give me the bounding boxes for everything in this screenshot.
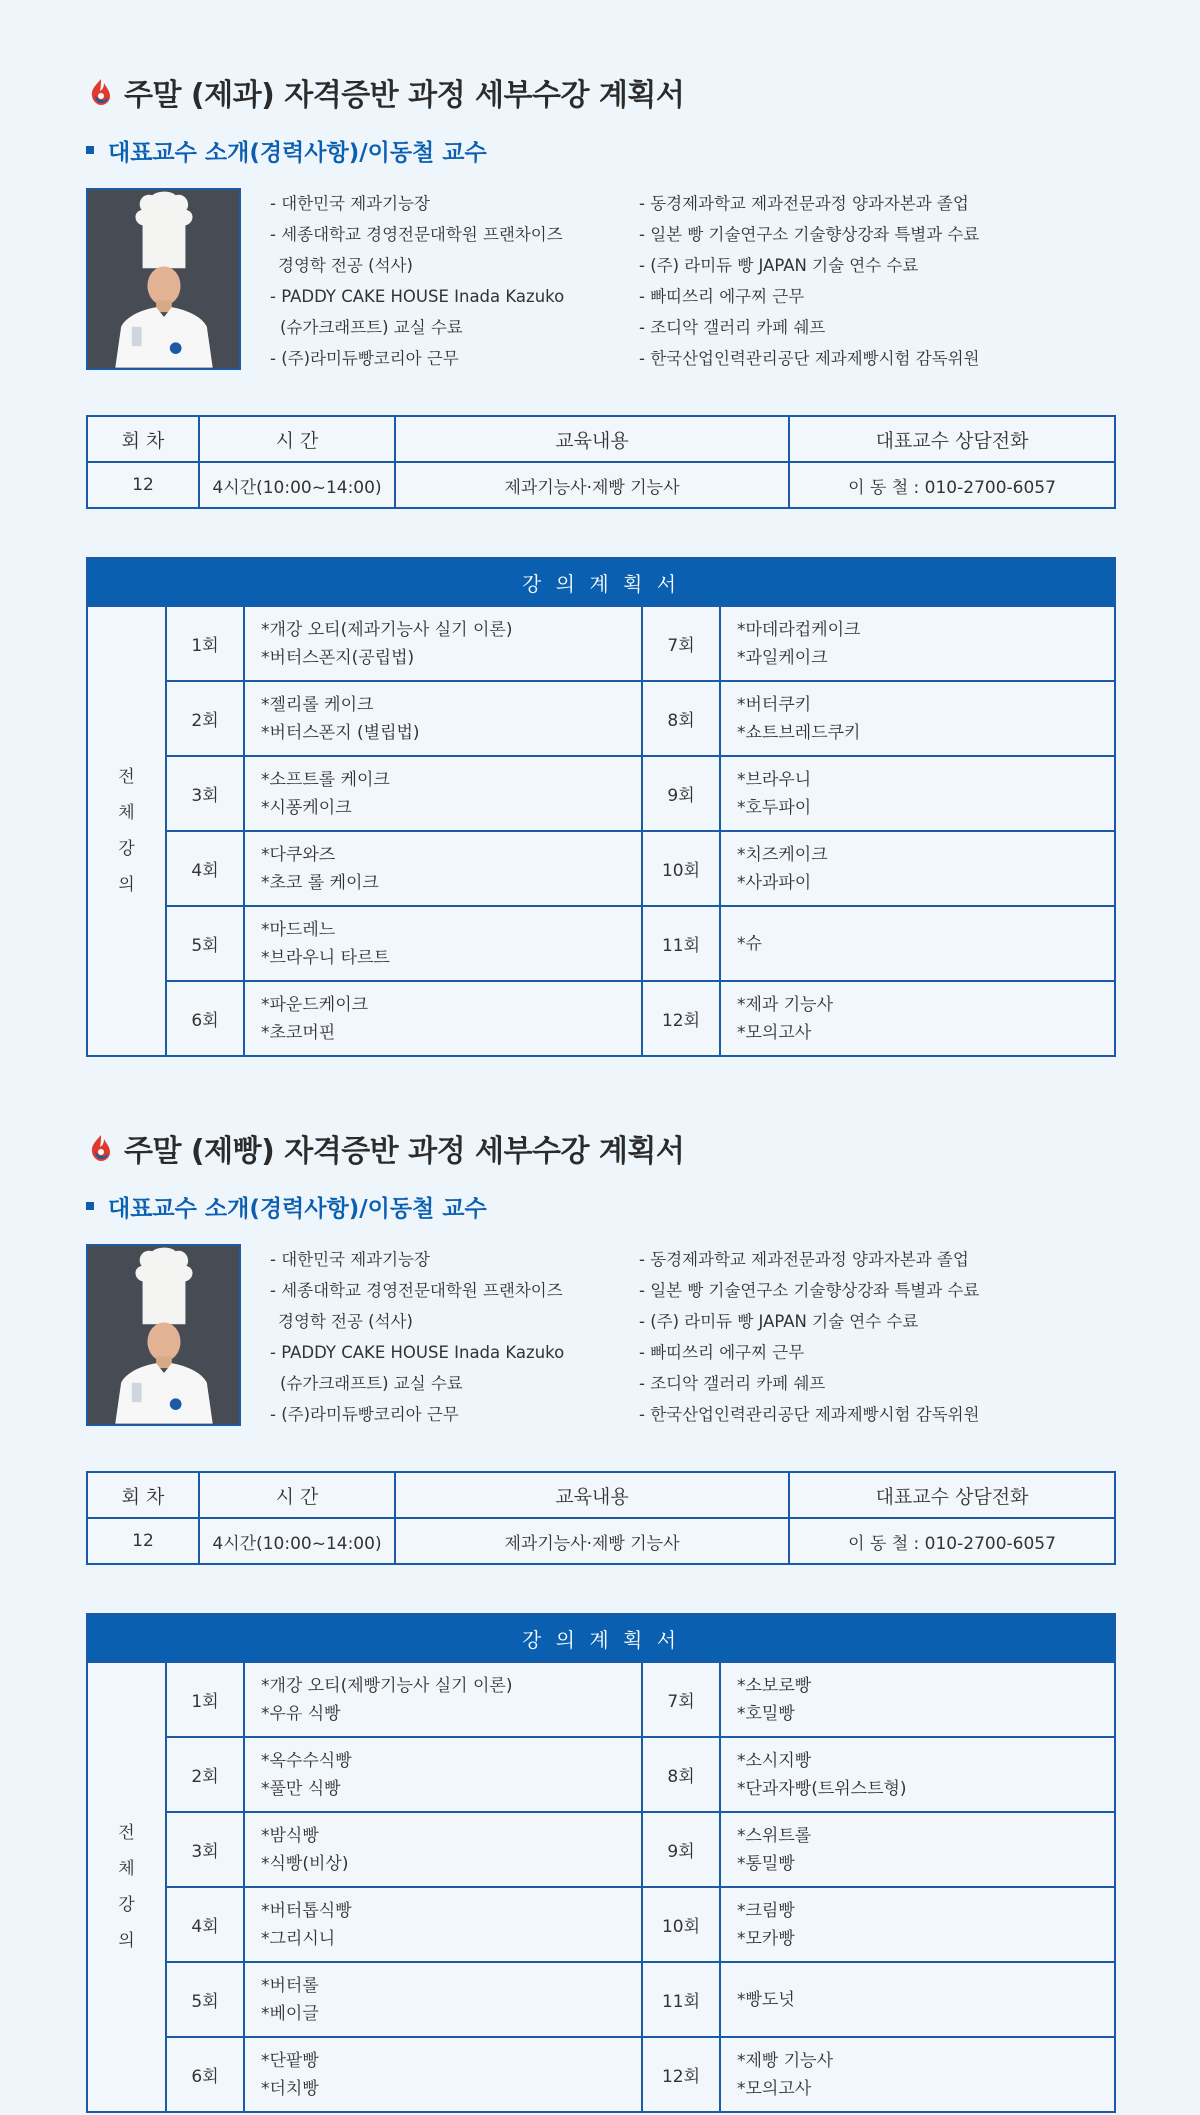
professor-heading (86, 1190, 1114, 1222)
lecture-content (720, 981, 1115, 1056)
lecture-item: *모카빵 (737, 1928, 795, 1949)
lecture-content (720, 1737, 1115, 1812)
career-item: - 대한민국 제과기능장 (270, 1250, 430, 1269)
professor-heading (86, 134, 1114, 166)
career-item: - 동경제과학교 제과전문과정 양과자본과 졸업 (639, 194, 969, 213)
career-list-left (270, 188, 564, 374)
career-item: - 세종대학교 경영전문대학원 프랜차이즈 (270, 1281, 563, 1300)
session-number: 1회 (166, 606, 244, 681)
lecture-item: *호두파이 (737, 797, 812, 818)
lecture-content (244, 756, 642, 831)
lecture-row (87, 1737, 1115, 1812)
session-time: 4시간(10:00~14:00) (199, 462, 395, 508)
professor-subtitle: 대표교수 소개(경력사항)/이동철 교수 (108, 139, 487, 166)
header-phone: 대표교수 상담전화 (789, 416, 1115, 462)
all-lectures-char: 강 (118, 839, 135, 859)
session-number: 5회 (166, 906, 244, 981)
header-phone: 대표교수 상담전화 (789, 1472, 1115, 1518)
course-section-bread (86, 1126, 1114, 2099)
career-item: - 빠띠쓰리 에구찌 근무 (639, 1343, 805, 1362)
lecture-item: *개강 오티(제과기능사 실기 이론) (261, 619, 513, 640)
lecture-content (720, 681, 1115, 756)
career-item: - 일본 빵 기술연구소 기술향상강좌 특별과 수료 (639, 1281, 980, 1300)
lecture-item: *소시지빵 (737, 1750, 812, 1771)
lecture-content (244, 2037, 642, 2112)
lecture-row (87, 681, 1115, 756)
lecture-item: *모의고사 (737, 1022, 812, 1043)
session-number: 10회 (642, 831, 720, 906)
lecture-content (720, 756, 1115, 831)
session-number: 6회 (166, 981, 244, 1056)
session-number: 2회 (166, 681, 244, 756)
lecture-item: *개강 오티(제빵기능사 실기 이론) (261, 1675, 513, 1696)
page-title: 주말 (제빵) 자격증반 과정 세부수강 계획서 (124, 1134, 685, 1169)
lecture-item: *밤식빵 (261, 1825, 319, 1846)
lecture-content (720, 1887, 1115, 1962)
session-number: 12회 (642, 981, 720, 1056)
header-time: 시 간 (199, 1472, 395, 1518)
lecture-item: *버터톱식빵 (261, 1900, 352, 1921)
lecture-item: *쇼트브레드쿠키 (737, 722, 861, 743)
course-info-table (86, 1471, 1116, 1565)
lecture-row (87, 831, 1115, 906)
lecture-content (720, 1962, 1115, 2037)
lecture-plan-header: 강 의 계 획 서 (87, 558, 1115, 606)
career-item: - PADDY CAKE HOUSE Inada Kazuko (270, 287, 565, 306)
lecture-item: *브라우니 타르트 (261, 947, 390, 968)
info-value-row (87, 462, 1115, 508)
lecture-item: *소프트롤 케이크 (261, 769, 390, 790)
lecture-row (87, 906, 1115, 981)
section-title-row (86, 1126, 1114, 1170)
lecture-item: *식빵(비상) (261, 1853, 349, 1874)
all-lectures-char: 의 (118, 1931, 135, 1951)
lecture-item: *다쿠와즈 (261, 844, 336, 865)
session-number: 8회 (642, 1737, 720, 1812)
lecture-row (87, 1962, 1115, 2037)
chef-portrait-icon (88, 1246, 239, 1424)
career-item: - 동경제과학교 제과전문과정 양과자본과 졸업 (639, 1250, 969, 1269)
session-count: 12 (87, 462, 199, 508)
lecture-row (87, 2037, 1115, 2112)
lecture-plan-header: 강 의 계 획 서 (87, 1614, 1115, 1662)
lecture-item: *빵도넛 (737, 1989, 795, 2010)
lecture-content (244, 981, 642, 1056)
all-lectures-char: 의 (118, 875, 135, 895)
phone-number: 이 동 철 : 010-2700-6057 (789, 462, 1115, 508)
course-content: 제과기능사·제빵 기능사 (395, 1518, 789, 1564)
header-time: 시 간 (199, 416, 395, 462)
professor-profile (86, 1244, 1114, 1424)
lecture-content (244, 1662, 642, 1737)
chef-portrait-icon (88, 190, 239, 368)
session-number: 6회 (166, 2037, 244, 2112)
lecture-item: *우유 식빵 (261, 1703, 341, 1724)
all-lectures-char: 체 (118, 803, 135, 823)
lecture-item: *마데라컵케이크 (737, 619, 861, 640)
lecture-item: *브라우니 (737, 769, 812, 790)
lecture-content (244, 1887, 642, 1962)
session-number: 9회 (642, 1812, 720, 1887)
lecture-content (244, 831, 642, 906)
lecture-item: *버터스폰지(공립법) (261, 647, 415, 668)
header-content: 교육내용 (395, 1472, 789, 1518)
lecture-content (720, 1812, 1115, 1887)
lecture-item: *더치빵 (261, 2078, 319, 2099)
lecture-content (244, 681, 642, 756)
professor-subtitle: 대표교수 소개(경력사항)/이동철 교수 (108, 1195, 487, 1222)
session-number: 8회 (642, 681, 720, 756)
flame-logo-icon (86, 77, 116, 107)
course-info-table (86, 415, 1116, 509)
career-list-right (639, 1244, 979, 1430)
lecture-item: *버터스폰지 (별립법) (261, 722, 420, 743)
lecture-item: *파운드케이크 (261, 994, 369, 1015)
session-number: 12회 (642, 2037, 720, 2112)
flame-logo-icon (86, 1133, 116, 1163)
career-item: - 일본 빵 기술연구소 기술향상강좌 특별과 수료 (639, 225, 980, 244)
session-number: 11회 (642, 1962, 720, 2037)
session-number: 3회 (166, 756, 244, 831)
career-list-right (639, 188, 979, 374)
lecture-item: *단과자빵(트위스트형) (737, 1778, 907, 1799)
lecture-item: *단팥빵 (261, 2050, 319, 2071)
all-lectures-char: 강 (118, 1895, 135, 1915)
header-session: 회 차 (87, 1472, 199, 1518)
lecture-item: *호밀빵 (737, 1703, 795, 1724)
career-item: - (주) 라미듀 빵 JAPAN 기술 연수 수료 (639, 1312, 919, 1331)
lecture-item: *사과파이 (737, 872, 812, 893)
lecture-item: *마드레느 (261, 919, 336, 940)
career-item: - 한국산업인력관리공단 제과제빵시험 감독위원 (639, 1405, 980, 1424)
session-count: 12 (87, 1518, 199, 1564)
lecture-row (87, 981, 1115, 1056)
career-item: - PADDY CAKE HOUSE Inada Kazuko (270, 1343, 565, 1362)
career-item: (슈가크래프트) 교실 수료 (280, 1374, 463, 1393)
lecture-content (244, 606, 642, 681)
career-item: - (주)라미듀빵코리아 근무 (270, 1405, 459, 1424)
square-bullet-icon (86, 1202, 94, 1210)
lecture-item: *젤리롤 케이크 (261, 694, 374, 715)
lecture-content (244, 1812, 642, 1887)
lecture-row (87, 1662, 1115, 1737)
lecture-item: *풀만 식빵 (261, 1778, 341, 1799)
session-number: 7회 (642, 606, 720, 681)
session-number: 11회 (642, 906, 720, 981)
session-number: 7회 (642, 1662, 720, 1737)
session-number: 3회 (166, 1812, 244, 1887)
lecture-content (244, 906, 642, 981)
course-content: 제과기능사·제빵 기능사 (395, 462, 789, 508)
session-time: 4시간(10:00~14:00) (199, 1518, 395, 1564)
all-lectures-char: 전 (118, 1823, 135, 1843)
lecture-item: *스위트롤 (737, 1825, 812, 1846)
lecture-item: *그리시니 (261, 1928, 336, 1949)
all-lectures-char: 전 (118, 767, 135, 787)
all-lectures-label (87, 1662, 166, 2112)
lecture-content (720, 2037, 1115, 2112)
lecture-item: *버터롤 (261, 1975, 319, 1996)
professor-photo (86, 1244, 241, 1426)
lecture-plan-table (86, 557, 1116, 1057)
career-item: - 세종대학교 경영전문대학원 프랜차이즈 (270, 225, 563, 244)
course-section-pastry (86, 70, 1114, 1043)
session-number: 10회 (642, 1887, 720, 1962)
professor-photo (86, 188, 241, 370)
career-item: 경영학 전공 (석사) (278, 1312, 413, 1331)
career-item: - 조디악 갤러리 카페 쉐프 (639, 318, 826, 337)
lecture-plan-table (86, 1613, 1116, 2113)
career-item: - 조디악 갤러리 카페 쉐프 (639, 1374, 826, 1393)
lecture-item: *모의고사 (737, 2078, 812, 2099)
lecture-item: *초코머핀 (261, 1022, 336, 1043)
all-lectures-char: 체 (118, 1859, 135, 1879)
lecture-item: *과일케이크 (737, 647, 828, 668)
lecture-row (87, 756, 1115, 831)
lecture-content (720, 831, 1115, 906)
lecture-item: *치즈케이크 (737, 844, 828, 865)
lecture-row (87, 1887, 1115, 1962)
lecture-content (244, 1962, 642, 2037)
lecture-content (720, 606, 1115, 681)
lecture-content (720, 1662, 1115, 1737)
career-item: - (주)라미듀빵코리아 근무 (270, 349, 459, 368)
lecture-item: *슈 (737, 933, 762, 954)
session-number: 5회 (166, 1962, 244, 2037)
session-number: 4회 (166, 831, 244, 906)
lecture-row (87, 606, 1115, 681)
lecture-item: *제빵 기능사 (737, 2050, 834, 2071)
career-item: - 한국산업인력관리공단 제과제빵시험 감독위원 (639, 349, 980, 368)
lecture-content (244, 1737, 642, 1812)
page-title: 주말 (제과) 자격증반 과정 세부수강 계획서 (124, 78, 685, 113)
section-title-row (86, 70, 1114, 114)
phone-number: 이 동 철 : 010-2700-6057 (789, 1518, 1115, 1564)
lecture-item: *초코 롤 케이크 (261, 872, 379, 893)
lecture-item: *옥수수식빵 (261, 1750, 352, 1771)
lecture-row (87, 1812, 1115, 1887)
session-number: 4회 (166, 1887, 244, 1962)
lecture-item: *버터쿠키 (737, 694, 812, 715)
square-bullet-icon (86, 146, 94, 154)
info-header-row (87, 416, 1115, 462)
session-number: 9회 (642, 756, 720, 831)
lecture-content (720, 906, 1115, 981)
all-lectures-label (87, 606, 166, 1056)
career-item: - 빠띠쓰리 에구찌 근무 (639, 287, 805, 306)
career-item: - 대한민국 제과기능장 (270, 194, 430, 213)
professor-profile (86, 188, 1114, 368)
career-item: 경영학 전공 (석사) (278, 256, 413, 275)
lecture-item: *소보로빵 (737, 1675, 812, 1696)
header-session: 회 차 (87, 416, 199, 462)
lecture-item: *크림빵 (737, 1900, 795, 1921)
career-item: - (주) 라미듀 빵 JAPAN 기술 연수 수료 (639, 256, 919, 275)
career-list-left (270, 1244, 564, 1430)
lecture-item: *통밀빵 (737, 1853, 795, 1874)
info-header-row (87, 1472, 1115, 1518)
career-item: (슈가크래프트) 교실 수료 (280, 318, 463, 337)
session-number: 2회 (166, 1737, 244, 1812)
lecture-item: *베이글 (261, 2003, 319, 2024)
lecture-item: *시퐁케이크 (261, 797, 352, 818)
lecture-item: *제과 기능사 (737, 994, 834, 1015)
header-content: 교육내용 (395, 416, 789, 462)
info-value-row (87, 1518, 1115, 1564)
session-number: 1회 (166, 1662, 244, 1737)
